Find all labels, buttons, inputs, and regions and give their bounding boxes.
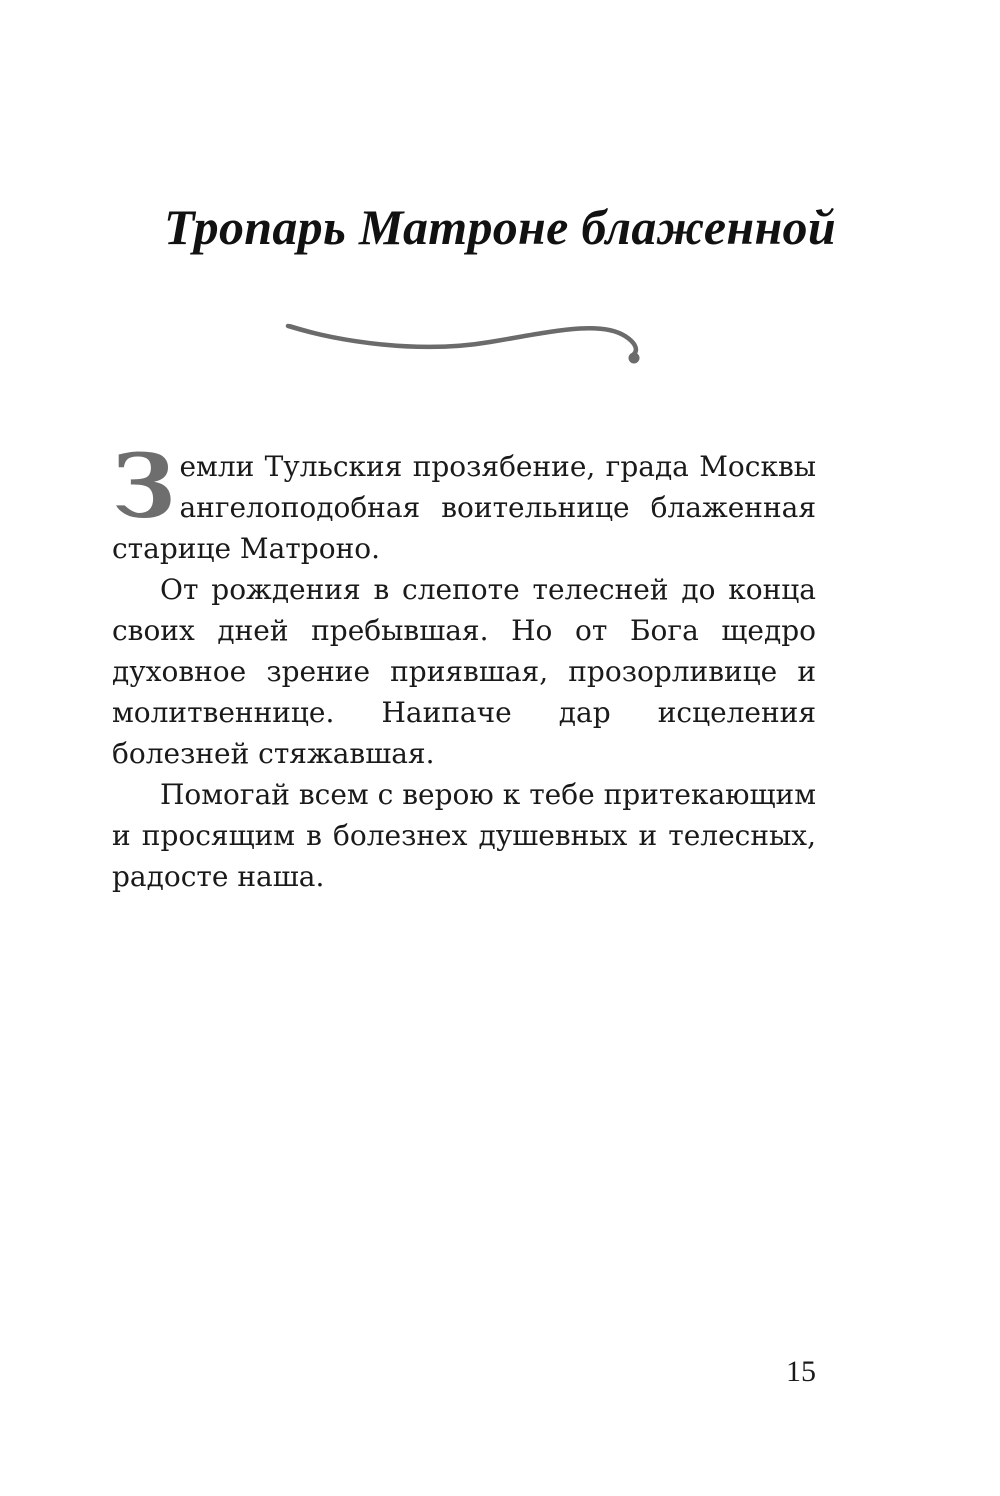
paragraph-1	[112, 434, 816, 569]
swash-divider-icon	[280, 312, 650, 374]
page-number: 15	[786, 1355, 816, 1388]
drop-cap: З	[112, 434, 176, 538]
prayer-text	[112, 434, 816, 897]
paragraph-1-text: емли Тульския прозябение, града Москвы ангелоподобная воительнице блаженная старице Матроно.	[112, 450, 816, 565]
paragraph-3: Помогай всем с верою к тебе притекающим и просящим в болезнех душевных и телесных, радосте наша.	[112, 778, 816, 893]
paragraph-2: От рождения в слепоте телесней до конца своих дней пребывшая. Но от Бога щедро духовное зрение приявшая, прозорливице и молитвеннице. Наипаче дар исцеления болезней стяжавшая.	[112, 573, 816, 770]
page-title: Тропарь Матроне блаженной	[164, 199, 836, 255]
